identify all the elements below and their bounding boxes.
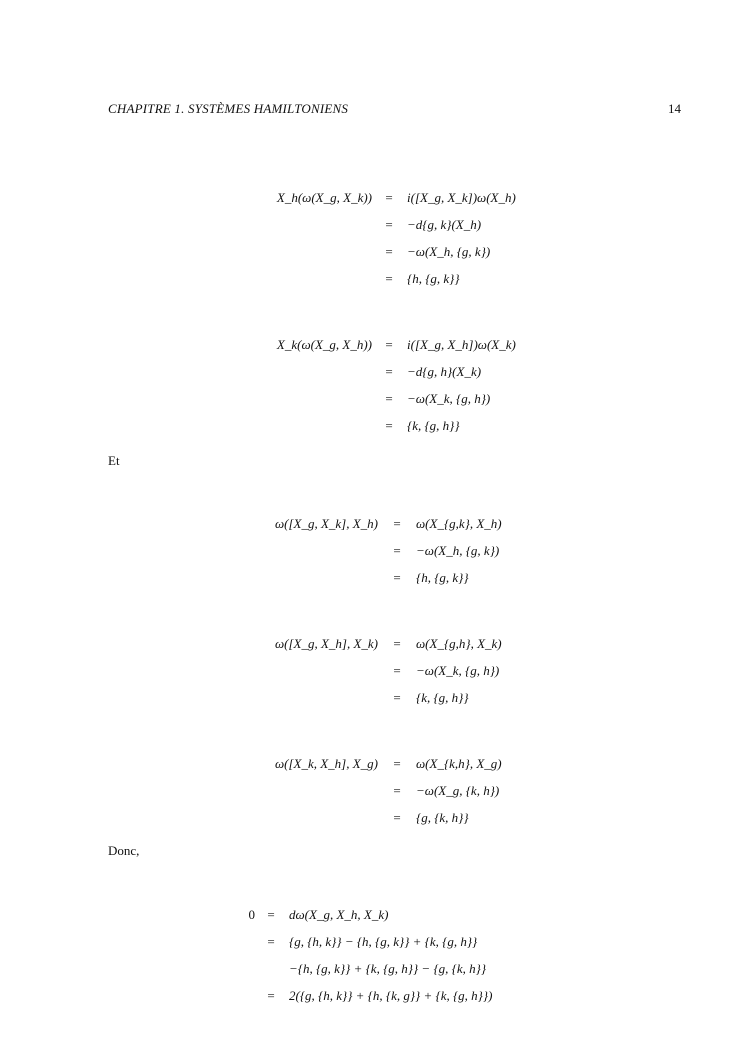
equation-rhs: −d{g, h}(X_k) <box>407 364 482 379</box>
equation-relation: = <box>393 543 401 558</box>
equation-rhs: −{h, {g, k}} + {k, {g, h}} − {g, {k, h}} <box>289 961 487 976</box>
equation-row <box>250 211 550 238</box>
equation-relation: = <box>393 516 401 531</box>
equation-row <box>250 238 550 265</box>
equation-relation: = <box>385 271 393 286</box>
equation-rhs: i([X_g, X_k])ω(X_h) <box>407 190 516 205</box>
equation-row <box>230 982 570 1009</box>
equation-row <box>250 750 550 777</box>
equation-rhs: i([X_g, X_h])ω(X_k) <box>407 337 516 352</box>
equation-relation: = <box>393 636 401 651</box>
equation-relation: = <box>385 418 393 433</box>
equation-rhs: −ω(X_k, {g, h}) <box>416 663 500 678</box>
equation-relation: = <box>385 364 393 379</box>
equation-rhs: {k, {g, h}} <box>416 690 469 705</box>
equation-relation: = <box>267 907 275 922</box>
equation-block-2 <box>250 331 550 439</box>
equation-relation: = <box>385 391 393 406</box>
equation-row <box>250 412 550 439</box>
equation-row <box>250 630 550 657</box>
equation-row <box>250 564 550 591</box>
equation-rhs: {h, {g, k}} <box>416 570 469 585</box>
equation-relation: = <box>393 810 401 825</box>
equation-relation: = <box>393 663 401 678</box>
equation-row <box>250 684 550 711</box>
equation-row <box>250 385 550 412</box>
equation-lhs: X_k(ω(X_g, X_h)) <box>276 337 372 352</box>
equation-row <box>230 901 570 928</box>
equation-relation: = <box>393 756 401 771</box>
equation-row <box>230 928 570 955</box>
equation-row <box>250 657 550 684</box>
paragraph-donc: Donc, <box>108 843 140 858</box>
equation-rhs: {k, {g, h}} <box>407 418 460 433</box>
equation-row <box>230 955 570 982</box>
equation-relation: = <box>385 337 393 352</box>
equation-rhs: {h, {g, k}} <box>407 271 460 286</box>
equation-lhs: X_h(ω(X_g, X_k)) <box>276 190 372 205</box>
equation-rhs: ω(X_{k,h}, X_g) <box>416 756 502 771</box>
equation-row <box>250 265 550 292</box>
equation-block-6 <box>230 901 570 1009</box>
equation-block-3 <box>250 510 550 591</box>
equation-lhs: ω([X_k, X_h], X_g) <box>274 756 378 771</box>
equation-lhs: 0 <box>248 907 255 922</box>
equation-block-5 <box>250 750 550 831</box>
equation-row <box>250 184 550 211</box>
equation-rhs: ω(X_{g,k}, X_h) <box>416 516 502 531</box>
equation-block-1 <box>250 184 550 292</box>
equation-row <box>250 331 550 358</box>
equation-rhs: −ω(X_g, {k, h}) <box>416 783 500 798</box>
equation-rhs: −ω(X_h, {g, k}) <box>416 543 500 558</box>
equation-row <box>250 537 550 564</box>
equation-relation: = <box>385 244 393 259</box>
equation-relation: = <box>267 934 275 949</box>
equation-row <box>250 777 550 804</box>
equation-rhs: {g, {h, k}} − {h, {g, k}} + {k, {g, h}} <box>289 934 478 949</box>
equation-rhs: dω(X_g, X_h, X_k) <box>289 907 389 922</box>
equation-rhs: −d{g, k}(X_h) <box>407 217 482 232</box>
equation-lhs: ω([X_g, X_k], X_h) <box>274 516 378 531</box>
equation-relation: = <box>393 690 401 705</box>
equation-relation: = <box>267 988 275 1003</box>
paragraph-et: Et <box>108 453 120 468</box>
equation-row <box>250 510 550 537</box>
equation-rhs: ω(X_{g,h}, X_k) <box>416 636 502 651</box>
equation-relation: = <box>393 570 401 585</box>
equation-relation: = <box>385 190 393 205</box>
equation-row <box>250 358 550 385</box>
running-header-chapter: CHAPITRE 1. SYSTÈMES HAMILTONIENS <box>108 101 349 116</box>
equation-row <box>250 804 550 831</box>
equation-rhs: 2({g, {h, k}} + {h, {k, g}} + {k, {g, h}}) <box>289 988 493 1003</box>
equation-lhs: ω([X_g, X_h], X_k) <box>274 636 378 651</box>
equation-relation: = <box>393 783 401 798</box>
equation-rhs: {g, {k, h}} <box>416 810 469 825</box>
equation-block-4 <box>250 630 550 711</box>
equation-rhs: −ω(X_k, {g, h}) <box>407 391 491 406</box>
equation-rhs: −ω(X_h, {g, k}) <box>407 244 491 259</box>
equation-relation: = <box>385 217 393 232</box>
page-number: 14 <box>668 101 681 116</box>
